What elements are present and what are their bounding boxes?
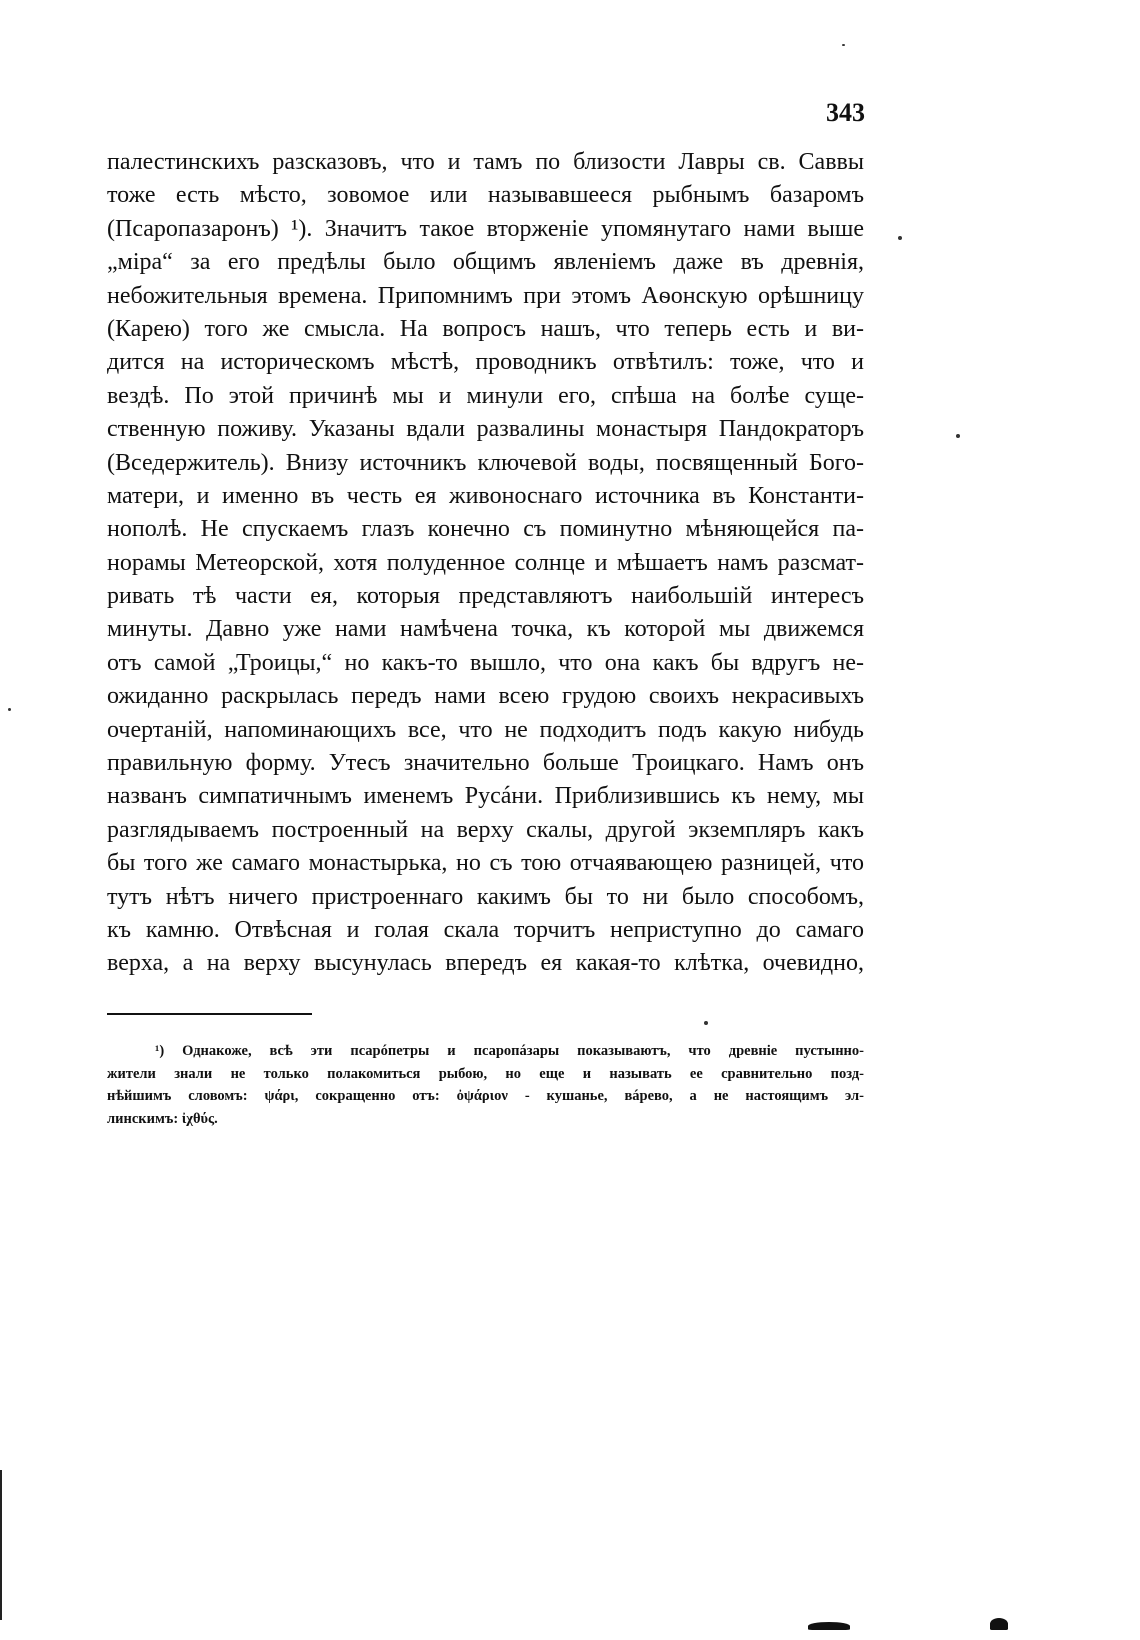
- scan-speck: [956, 434, 960, 438]
- footnote-line: жители знали не только полакомиться рыбою, но еще и называть ее сравнительно позд-: [107, 1065, 864, 1082]
- text-line: очертаній, напоминающихъ все, что не подходитъ подъ какую нибудь: [107, 716, 864, 743]
- text-line: минуты. Давно уже нами намѣчена точка, къ которой мы движемся: [107, 616, 864, 643]
- footnote-divider: [107, 1013, 312, 1015]
- body-text: [107, 146, 864, 981]
- text-line: (Карею) того же смысла. На вопросъ нашъ, что теперь есть и ви-: [107, 315, 864, 342]
- scan-speck: [8, 708, 11, 711]
- text-line: правильную форму. Утесъ значительно больше Троицкаго. Намъ онъ: [107, 750, 864, 777]
- scan-speck: [704, 1021, 708, 1025]
- text-line: къ камню. Отвѣсная и голая скала торчитъ неприступно до самаго: [107, 916, 864, 943]
- footnote-line: нѣйшимъ словомъ: ψάρι, сокращенно отъ: ὀψάριον - кушанье, вáрево, а не настоящимъ эл-: [107, 1088, 864, 1104]
- text-line: ожиданно раскрылась передъ нами всею грудою своихъ некрасивыхъ: [107, 683, 864, 710]
- text-line: палестинскихъ разсказовъ, что и тамъ по близости Лавры св. Саввы: [107, 149, 864, 175]
- scan-edge: [0, 1470, 2, 1620]
- text-line: отъ самой „Троицы,“ но какъ-то вышло, что она какъ бы вдругъ не-: [107, 649, 864, 676]
- text-line: матери, и именно въ честь ея живоноснаго источника въ Константи-: [107, 482, 864, 509]
- text-line: „міра“ за его предѣлы было общимъ явленіемъ даже въ древнія,: [107, 249, 864, 276]
- scan-blot: [990, 1618, 1008, 1630]
- scan-speck: [898, 236, 902, 240]
- text-line: вездѣ. По этой причинѣ мы и минули его, спѣша на болѣе суще-: [107, 382, 864, 409]
- text-line: разглядываемъ построенный на верху скалы, другой экземпляръ какъ: [107, 816, 864, 843]
- page-number: 343: [826, 98, 865, 127]
- text-line: верха, а на верху высунулась впередъ ея какая-то клѣтка, очевидно,: [107, 950, 864, 977]
- footnote: [107, 1040, 864, 1130]
- text-line: (Псаропазаронъ) ¹). Значитъ такое вторженіе упомянутаго нами выше: [107, 215, 864, 242]
- footnote-line: линскимъ: ἰχθύς.: [107, 1110, 218, 1127]
- text-line: ственную поживу. Указаны вдали развалины монастыря Пандократоръ: [107, 416, 864, 443]
- text-line: тутъ нѣтъ ничего пристроеннаго какимъ бы то ни было способомъ,: [107, 883, 864, 910]
- text-line: дится на историческомъ мѣстѣ, проводникъ отвѣтилъ: тоже, что и: [107, 349, 864, 376]
- text-line: норамы Метеорской, хотя полуденное солнце и мѣшаетъ намъ разсмат-: [107, 549, 864, 576]
- scan-blot: [808, 1622, 850, 1630]
- text-line: (Вседержитель). Внизу источникъ ключевой воды, посвященный Бого-: [107, 449, 864, 476]
- text-line: ривать тѣ части ея, которыя представляютъ наибольшій интересъ: [107, 583, 864, 610]
- text-line: тоже есть мѣсто, зовомое или называвшееся рыбнымъ базаромъ: [107, 182, 864, 209]
- text-line: небожительныя времена. Припомнимъ при этомъ Аѳонскую орѣшницу: [107, 282, 864, 309]
- text-line: нополѣ. Не спускаемъ глазъ конечно съ поминутно мѣняющейся па-: [107, 516, 864, 543]
- footnote-line: ¹) Однакоже, всѣ эти псарóпетры и псаропáзары показываютъ, что древніе пустынно-: [155, 1043, 864, 1059]
- text-line: бы того же самаго монастырька, но съ тою отчаявающею разницей, что: [107, 850, 864, 877]
- scan-speck: [842, 44, 845, 46]
- text-line: названъ симпатичнымъ именемъ Русáни. Приблизившись къ нему, мы: [107, 783, 864, 810]
